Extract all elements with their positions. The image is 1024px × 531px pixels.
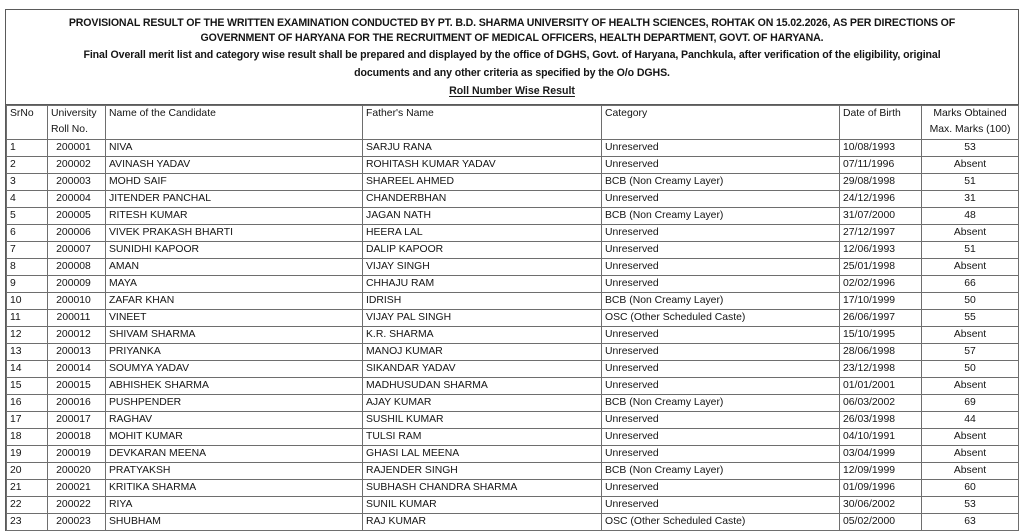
cell-category: BCB (Non Creamy Layer) bbox=[602, 463, 840, 480]
cell-marks: Absent bbox=[922, 446, 1019, 463]
cell-name: SHIVAM SHARMA bbox=[106, 327, 363, 344]
cell-name: SUNIDHI KAPOOR bbox=[106, 242, 363, 259]
cell-roll: 200009 bbox=[48, 276, 106, 293]
note-line-1: Final Overall merit list and category wise result shall be prepared and displayed by the office of DGHS, Govt. of Haryana, Panchkula, after verification of the eligibility, original bbox=[83, 49, 941, 61]
cell-roll: 200018 bbox=[48, 429, 106, 446]
cell-name: ZAFAR KHAN bbox=[106, 293, 363, 310]
cell-category: Unreserved bbox=[602, 140, 840, 157]
cell-dob: 27/12/1997 bbox=[840, 225, 922, 242]
table-row bbox=[7, 327, 1019, 344]
table-row bbox=[7, 276, 1019, 293]
table-row bbox=[7, 208, 1019, 225]
cell-category: BCB (Non Creamy Layer) bbox=[602, 395, 840, 412]
document-heading-block bbox=[6, 10, 1018, 105]
table-row bbox=[7, 378, 1019, 395]
cell-father: HEERA LAL bbox=[363, 225, 602, 242]
column-header-marks-line1: Marks Obtained bbox=[933, 108, 1007, 119]
cell-name: SOUMYA YADAV bbox=[106, 361, 363, 378]
cell-name: RAGHAV bbox=[106, 412, 363, 429]
cell-father: CHHAJU RAM bbox=[363, 276, 602, 293]
cell-name: NIVA bbox=[106, 140, 363, 157]
column-header-father-name: Father's Name bbox=[363, 106, 602, 140]
cell-father: VIJAY SINGH bbox=[363, 259, 602, 276]
cell-name: AVINASH YADAV bbox=[106, 157, 363, 174]
cell-dob: 01/09/1996 bbox=[840, 480, 922, 497]
table-row bbox=[7, 412, 1019, 429]
cell-roll: 200023 bbox=[48, 514, 106, 531]
cell-marks: 63 bbox=[922, 514, 1019, 531]
cell-roll: 200011 bbox=[48, 310, 106, 327]
cell-name: MAYA bbox=[106, 276, 363, 293]
cell-father: DALIP KAPOOR bbox=[363, 242, 602, 259]
cell-marks: 50 bbox=[922, 361, 1019, 378]
cell-category: Unreserved bbox=[602, 378, 840, 395]
table-row bbox=[7, 429, 1019, 446]
cell-name: VINEET bbox=[106, 310, 363, 327]
table-row bbox=[7, 344, 1019, 361]
document-frame bbox=[5, 9, 1019, 531]
cell-marks: Absent bbox=[922, 157, 1019, 174]
cell-marks: 69 bbox=[922, 395, 1019, 412]
cell-dob: 03/04/1999 bbox=[840, 446, 922, 463]
cell-father: TULSI RAM bbox=[363, 429, 602, 446]
cell-roll: 200008 bbox=[48, 259, 106, 276]
cell-roll: 200010 bbox=[48, 293, 106, 310]
cell-dob: 10/08/1993 bbox=[840, 140, 922, 157]
cell-dob: 23/12/1998 bbox=[840, 361, 922, 378]
cell-roll: 200016 bbox=[48, 395, 106, 412]
cell-category: Unreserved bbox=[602, 480, 840, 497]
cell-father: SHAREEL AHMED bbox=[363, 174, 602, 191]
cell-father: SIKANDAR YADAV bbox=[363, 361, 602, 378]
cell-father: AJAY KUMAR bbox=[363, 395, 602, 412]
cell-srno: 4 bbox=[7, 191, 48, 208]
cell-father: SUBHASH CHANDRA SHARMA bbox=[363, 480, 602, 497]
column-header-roll-line2: Roll No. bbox=[51, 124, 88, 135]
column-header-date-of-birth: Date of Birth bbox=[840, 106, 922, 140]
cell-dob: 29/08/1998 bbox=[840, 174, 922, 191]
cell-roll: 200003 bbox=[48, 174, 106, 191]
cell-name: AMAN bbox=[106, 259, 363, 276]
cell-marks: 57 bbox=[922, 344, 1019, 361]
cell-father: K.R. SHARMA bbox=[363, 327, 602, 344]
cell-category: Unreserved bbox=[602, 497, 840, 514]
cell-marks: 53 bbox=[922, 497, 1019, 514]
cell-category: Unreserved bbox=[602, 429, 840, 446]
cell-marks: 48 bbox=[922, 208, 1019, 225]
cell-dob: 25/01/1998 bbox=[840, 259, 922, 276]
cell-dob: 07/11/1996 bbox=[840, 157, 922, 174]
cell-name: RITESH KUMAR bbox=[106, 208, 363, 225]
cell-srno: 18 bbox=[7, 429, 48, 446]
cell-roll: 200014 bbox=[48, 361, 106, 378]
cell-dob: 06/03/2002 bbox=[840, 395, 922, 412]
cell-dob: 02/02/1996 bbox=[840, 276, 922, 293]
cell-roll: 200022 bbox=[48, 497, 106, 514]
cell-srno: 15 bbox=[7, 378, 48, 395]
subtitle bbox=[30, 84, 994, 99]
cell-name: MOHD SAIF bbox=[106, 174, 363, 191]
cell-category: BCB (Non Creamy Layer) bbox=[602, 208, 840, 225]
cell-srno: 23 bbox=[7, 514, 48, 531]
table-row bbox=[7, 446, 1019, 463]
cell-roll: 200001 bbox=[48, 140, 106, 157]
cell-name: KRITIKA SHARMA bbox=[106, 480, 363, 497]
table-row bbox=[7, 293, 1019, 310]
cell-category: Unreserved bbox=[602, 157, 840, 174]
cell-srno: 21 bbox=[7, 480, 48, 497]
subtitle-text: Roll Number Wise Result bbox=[449, 85, 575, 97]
cell-marks: 44 bbox=[922, 412, 1019, 429]
cell-srno: 9 bbox=[7, 276, 48, 293]
cell-name: JITENDER PANCHAL bbox=[106, 191, 363, 208]
cell-marks: 51 bbox=[922, 174, 1019, 191]
cell-dob: 05/02/2000 bbox=[840, 514, 922, 531]
cell-srno: 12 bbox=[7, 327, 48, 344]
column-header-name: Name of the Candidate bbox=[106, 106, 363, 140]
table-header bbox=[7, 106, 1019, 140]
cell-father: CHANDERBHAN bbox=[363, 191, 602, 208]
table-row bbox=[7, 191, 1019, 208]
cell-dob: 15/10/1995 bbox=[840, 327, 922, 344]
table-row bbox=[7, 310, 1019, 327]
cell-srno: 14 bbox=[7, 361, 48, 378]
cell-roll: 200004 bbox=[48, 191, 106, 208]
table-row bbox=[7, 157, 1019, 174]
cell-srno: 2 bbox=[7, 157, 48, 174]
table-row bbox=[7, 480, 1019, 497]
cell-father: JAGAN NATH bbox=[363, 208, 602, 225]
cell-dob: 24/12/1996 bbox=[840, 191, 922, 208]
cell-marks: 60 bbox=[922, 480, 1019, 497]
cell-name: DEVKARAN MEENA bbox=[106, 446, 363, 463]
cell-father: GHASI LAL MEENA bbox=[363, 446, 602, 463]
cell-father: RAJENDER SINGH bbox=[363, 463, 602, 480]
cell-srno: 8 bbox=[7, 259, 48, 276]
cell-category: Unreserved bbox=[602, 446, 840, 463]
cell-father: IDRISH bbox=[363, 293, 602, 310]
cell-srno: 11 bbox=[7, 310, 48, 327]
column-header-marks-obtained bbox=[922, 106, 1019, 140]
table-row bbox=[7, 497, 1019, 514]
cell-srno: 5 bbox=[7, 208, 48, 225]
note-line-2: documents and any other criteria as specified by the O/o DGHS. bbox=[354, 67, 670, 79]
cell-father: SUSHIL KUMAR bbox=[363, 412, 602, 429]
cell-dob: 26/03/1998 bbox=[840, 412, 922, 429]
cell-category: OSC (Other Scheduled Caste) bbox=[602, 310, 840, 327]
cell-roll: 200002 bbox=[48, 157, 106, 174]
cell-marks: Absent bbox=[922, 463, 1019, 480]
table-row bbox=[7, 463, 1019, 480]
cell-category: Unreserved bbox=[602, 242, 840, 259]
cell-roll: 200005 bbox=[48, 208, 106, 225]
column-header-marks-line2: Max. Marks (100) bbox=[929, 124, 1011, 135]
column-header-roll-line1: University bbox=[51, 108, 97, 119]
heading-line-1: PROVISIONAL RESULT OF THE WRITTEN EXAMINATION CONDUCTED BY PT. B.D. SHARMA UNIVERSITY OF HEALTH SCIENCES, ROHTAK ON 15.02.2026, AS PER DIRECTIONS OF bbox=[68, 17, 956, 29]
table-header-row bbox=[7, 106, 1019, 140]
cell-name: VIVEK PRAKASH BHARTI bbox=[106, 225, 363, 242]
cell-category: Unreserved bbox=[602, 191, 840, 208]
cell-name: PUSHPENDER bbox=[106, 395, 363, 412]
cell-marks: Absent bbox=[922, 259, 1019, 276]
column-header-category: Category bbox=[602, 106, 840, 140]
cell-category: Unreserved bbox=[602, 361, 840, 378]
table-row bbox=[7, 174, 1019, 191]
cell-dob: 28/06/1998 bbox=[840, 344, 922, 361]
cell-name: MOHIT KUMAR bbox=[106, 429, 363, 446]
cell-roll: 200020 bbox=[48, 463, 106, 480]
cell-dob: 26/06/1997 bbox=[840, 310, 922, 327]
cell-srno: 10 bbox=[7, 293, 48, 310]
cell-roll: 200013 bbox=[48, 344, 106, 361]
cell-marks: 31 bbox=[922, 191, 1019, 208]
cell-father: SUNIL KUMAR bbox=[363, 497, 602, 514]
cell-roll: 200015 bbox=[48, 378, 106, 395]
cell-dob: 31/07/2000 bbox=[840, 208, 922, 225]
cell-father: RAJ KUMAR bbox=[363, 514, 602, 531]
column-header-srno: SrNo bbox=[7, 106, 48, 140]
cell-name: RIYA bbox=[106, 497, 363, 514]
cell-dob: 12/09/1999 bbox=[840, 463, 922, 480]
cell-srno: 17 bbox=[7, 412, 48, 429]
column-header-university-roll-no bbox=[48, 106, 106, 140]
cell-marks: Absent bbox=[922, 327, 1019, 344]
cell-roll: 200007 bbox=[48, 242, 106, 259]
cell-marks: 50 bbox=[922, 293, 1019, 310]
cell-category: Unreserved bbox=[602, 344, 840, 361]
cell-dob: 17/10/1999 bbox=[840, 293, 922, 310]
cell-father: MADHUSUDAN SHARMA bbox=[363, 378, 602, 395]
cell-srno: 20 bbox=[7, 463, 48, 480]
table-row bbox=[7, 242, 1019, 259]
cell-father: SARJU RANA bbox=[363, 140, 602, 157]
cell-father: MANOJ KUMAR bbox=[363, 344, 602, 361]
cell-srno: 7 bbox=[7, 242, 48, 259]
cell-srno: 1 bbox=[7, 140, 48, 157]
cell-marks: 66 bbox=[922, 276, 1019, 293]
table-row bbox=[7, 361, 1019, 378]
cell-category: Unreserved bbox=[602, 276, 840, 293]
cell-marks: Absent bbox=[922, 378, 1019, 395]
cell-roll: 200019 bbox=[48, 446, 106, 463]
cell-name: ABHISHEK SHARMA bbox=[106, 378, 363, 395]
cell-father: ROHITASH KUMAR YADAV bbox=[363, 157, 602, 174]
table-row bbox=[7, 395, 1019, 412]
cell-srno: 19 bbox=[7, 446, 48, 463]
cell-marks: 53 bbox=[922, 140, 1019, 157]
cell-marks: 51 bbox=[922, 242, 1019, 259]
cell-category: Unreserved bbox=[602, 225, 840, 242]
cell-category: BCB (Non Creamy Layer) bbox=[602, 293, 840, 310]
table-body bbox=[7, 140, 1019, 531]
cell-name: SHUBHAM bbox=[106, 514, 363, 531]
cell-father: VIJAY PAL SINGH bbox=[363, 310, 602, 327]
cell-name: PRIYANKA bbox=[106, 344, 363, 361]
cell-name: PRATYAKSH bbox=[106, 463, 363, 480]
cell-dob: 12/06/1993 bbox=[840, 242, 922, 259]
cell-dob: 30/06/2002 bbox=[840, 497, 922, 514]
cell-roll: 200012 bbox=[48, 327, 106, 344]
cell-category: OSC (Other Scheduled Caste) bbox=[602, 514, 840, 531]
table-row bbox=[7, 259, 1019, 276]
cell-srno: 6 bbox=[7, 225, 48, 242]
cell-category: Unreserved bbox=[602, 259, 840, 276]
cell-marks: 55 bbox=[922, 310, 1019, 327]
cell-marks: Absent bbox=[922, 429, 1019, 446]
cell-srno: 22 bbox=[7, 497, 48, 514]
table-row bbox=[7, 140, 1019, 157]
cell-roll: 200017 bbox=[48, 412, 106, 429]
result-table bbox=[6, 105, 1019, 531]
cell-category: Unreserved bbox=[602, 327, 840, 344]
cell-category: BCB (Non Creamy Layer) bbox=[602, 174, 840, 191]
table-row bbox=[7, 225, 1019, 242]
cell-roll: 200021 bbox=[48, 480, 106, 497]
cell-dob: 04/10/1991 bbox=[840, 429, 922, 446]
cell-category: Unreserved bbox=[602, 412, 840, 429]
cell-srno: 13 bbox=[7, 344, 48, 361]
heading-line-2: GOVERNMENT OF HARYANA FOR THE RECRUITMENT OF MEDICAL OFFICERS, HEALTH DEPARTMENT, GOVT. OF HARYANA. bbox=[200, 31, 824, 44]
cell-dob: 01/01/2001 bbox=[840, 378, 922, 395]
cell-marks: Absent bbox=[922, 225, 1019, 242]
cell-srno: 16 bbox=[7, 395, 48, 412]
cell-srno: 3 bbox=[7, 174, 48, 191]
cell-roll: 200006 bbox=[48, 225, 106, 242]
